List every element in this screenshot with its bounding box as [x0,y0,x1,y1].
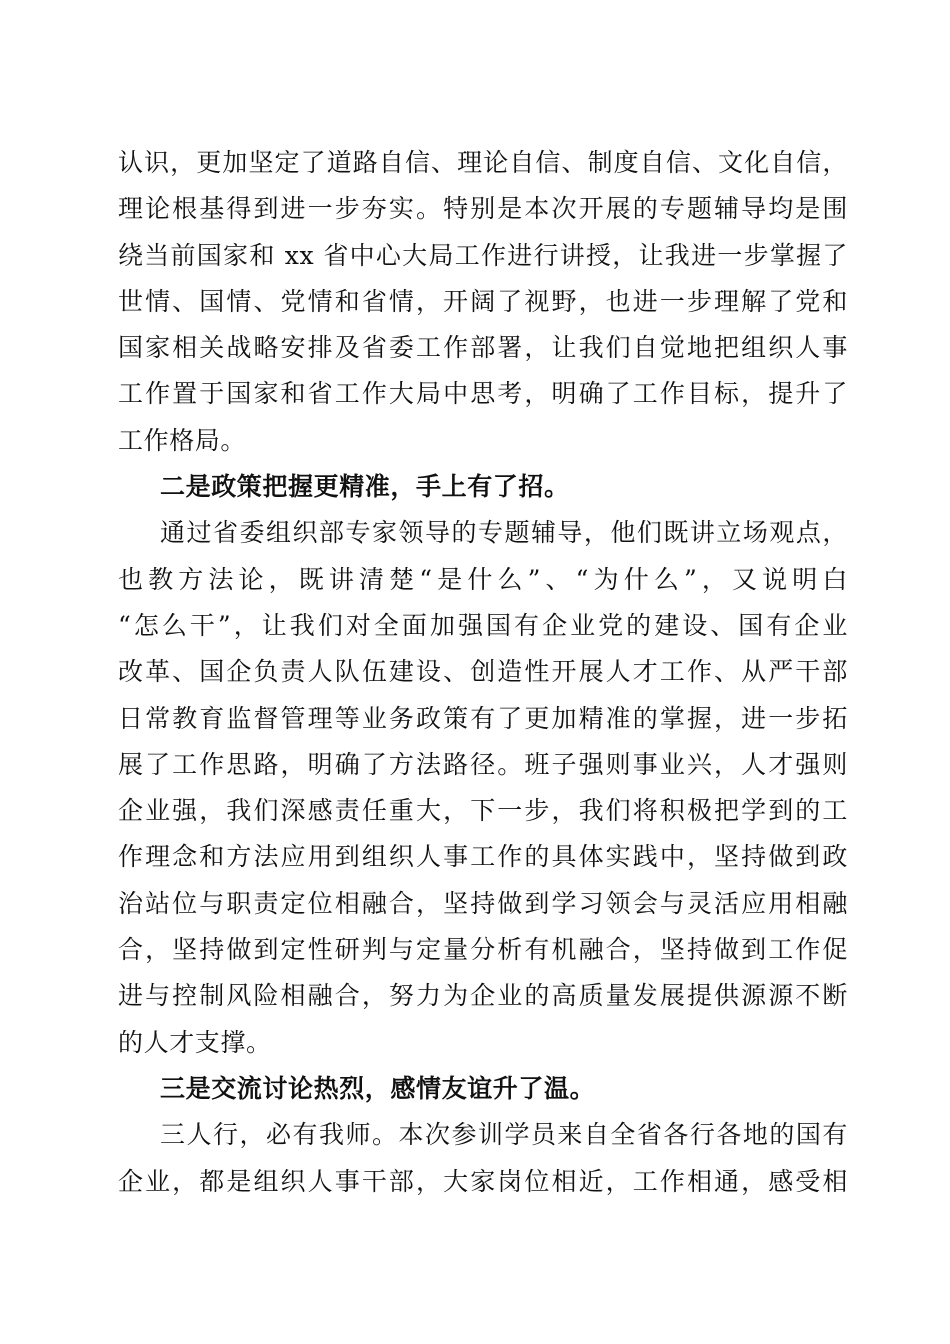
paragraph-line: 作理念和方法应用到组织人事工作的具体实践中，坚持做到政 [118,842,848,872]
paragraph-line: 世情、国情、党情和省情，开阔了视野，也进一步理解了党和 [118,286,848,316]
paragraph-line: 企业强，我们深感责任重大，下一步，我们将积极把学到的工 [118,796,848,826]
section-heading: 二是政策把握更精准，手上有了招。 [160,472,570,502]
paragraph-line: 也教方法论，既讲清楚“是什么”、“为什么”，又说明白 [118,564,848,594]
paragraph-line: 的人才支撑。 [118,1027,272,1057]
paragraph-line: 进与控制风险相融合，努力为企业的高质量发展提供源源不断 [118,981,848,1011]
paragraph-line: 通过省委组织部专家领导的专题辅导，他们既讲立场观点， [160,518,848,548]
paragraph-line: 改革、国企负责人队伍建设、创造性开展人才工作、从严干部 [118,657,848,687]
paragraph-line: 日常教育监督管理等业务政策有了更加精准的掌握，进一步拓 [118,703,848,733]
paragraph-line: 认识，更加坚定了道路自信、理论自信、制度自信、文化自信， [118,148,848,177]
paragraph-line: 绕当前国家和 xx 省中心大局工作进行讲授，让我进一步掌握了 [118,240,848,270]
paragraph-line: 工作置于国家和省工作大局中思考，明确了工作目标，提升了 [118,379,848,409]
document-body [118,140,848,1205]
paragraph-line: 理论根基得到进一步夯实。特别是本次开展的专题辅导均是围 [118,194,848,224]
paragraph-line: 合，坚持做到定性研判与定量分析有机融合，坚持做到工作促 [118,935,848,965]
paragraph-line: 工作格局。 [118,425,247,455]
paragraph-line: “怎么干”，让我们对全面加强国有企业党的建设、国有企业 [118,610,848,640]
paragraph-line: 企业，都是组织人事干部，大家岗位相近，工作相通，感受相 [118,1166,848,1196]
paragraph-line: 治站位与职责定位相融合，坚持做到学习领会与灵活应用相融 [118,888,848,918]
section-heading: 三是交流讨论热烈，感情友谊升了温。 [160,1073,596,1103]
paragraph-line: 三人行，必有我师。本次参训学员来自全省各行各地的国有 [160,1120,848,1150]
paragraph-line: 国家相关战略安排及省委工作部署，让我们自觉地把组织人事 [118,333,848,363]
paragraph-line: 展了工作思路，明确了方法路径。班子强则事业兴，人才强则 [118,749,848,779]
